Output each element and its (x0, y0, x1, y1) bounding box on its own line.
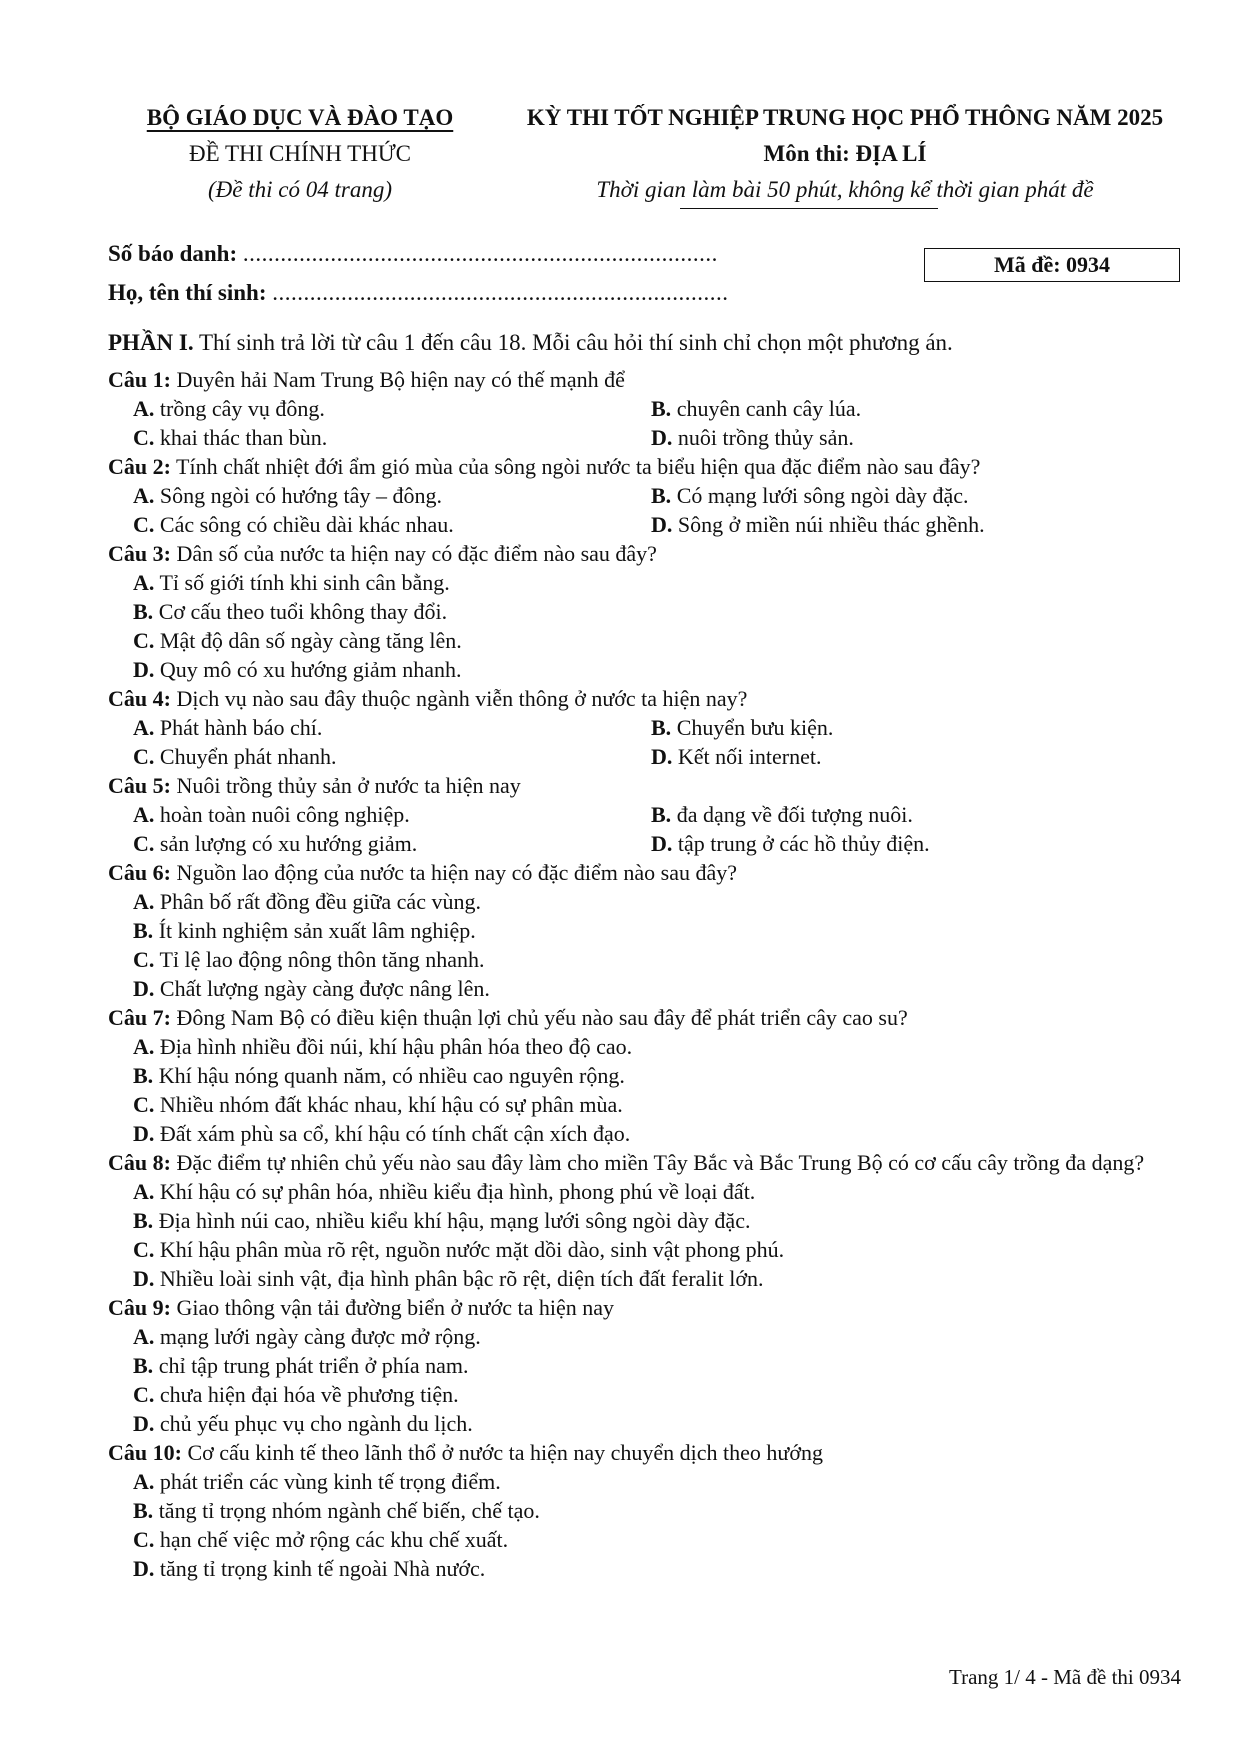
option-text: Quy mô có xu hướng giảm nhanh. (154, 657, 462, 682)
answer-option (133, 394, 651, 423)
question (108, 1293, 1188, 1438)
answer-option (133, 1554, 1188, 1583)
answer-option (651, 713, 1188, 742)
answer-option (133, 481, 651, 510)
part-label: PHẦN I. (108, 330, 194, 355)
candidate-name-dots: ......................................................................... (272, 280, 729, 305)
option-text: sản lượng có xu hướng giảm. (154, 831, 418, 856)
option-letter: D. (133, 1556, 155, 1581)
option-letter: A. (133, 396, 155, 421)
option-letter: A. (133, 1034, 155, 1059)
question-text: Duyên hải Nam Trung Bộ hiện nay có thế mạnh để (170, 367, 625, 392)
option-letter: D. (133, 1411, 155, 1436)
option-text: Địa hình nhiều đồi núi, khí hậu phân hóa theo độ cao. (154, 1034, 633, 1059)
option-list (108, 1032, 1188, 1148)
answer-option (133, 1467, 1188, 1496)
option-letter: C. (133, 831, 155, 856)
option-text: Nhiều nhóm đất khác nhau, khí hậu có sự phân mùa. (154, 1092, 623, 1117)
candidate-id-label: Số báo danh: (108, 241, 238, 266)
option-letter: C. (133, 1092, 155, 1117)
option-text: Phân bố rất đồng đều giữa các vùng. (154, 889, 481, 914)
option-letter: D. (133, 1266, 155, 1291)
option-text: Sông ngòi có hướng tây – đông. (154, 483, 442, 508)
answer-option (651, 800, 1188, 829)
answer-option (133, 1206, 1188, 1235)
option-letter: C. (133, 744, 155, 769)
question-text: Đặc điểm tự nhiên chủ yếu nào sau đây làm cho miền Tây Bắc và Bắc Trung Bộ có cơ cấu cây trồng đa dạng? (170, 1150, 1145, 1175)
answer-option (133, 510, 651, 539)
option-list (108, 481, 1188, 539)
option-letter: B. (651, 715, 672, 740)
answer-option (133, 742, 651, 771)
question-text: Cơ cấu kinh tế theo lãnh thổ ở nước ta hiện nay chuyển dịch theo hướng (181, 1440, 823, 1465)
option-text: trồng cây vụ đông. (154, 396, 325, 421)
option-text: Khí hậu có sự phân hóa, nhiều kiểu địa hình, phong phú về loại đất. (154, 1179, 756, 1204)
option-text: Ít kinh nghiệm sản xuất lâm nghiệp. (153, 918, 476, 943)
option-text: Địa hình núi cao, nhiều kiểu khí hậu, mạng lưới sông ngòi dày đặc. (153, 1208, 751, 1233)
option-letter: D. (651, 512, 673, 537)
option-letter: C. (133, 628, 155, 653)
question-stem (108, 1003, 1188, 1032)
question (108, 771, 1188, 858)
option-letter: B. (133, 1063, 154, 1088)
answer-option (133, 800, 651, 829)
question (108, 539, 1188, 684)
option-text: tăng tỉ trọng kinh tế ngoài Nhà nước. (154, 1556, 486, 1581)
exam-content (108, 328, 1188, 1583)
option-letter: B. (133, 1498, 154, 1523)
option-text: Chất lượng ngày càng được nâng lên. (154, 976, 490, 1001)
option-letter: C. (133, 1382, 155, 1407)
option-text: Mật độ dân số ngày càng tăng lên. (154, 628, 462, 653)
option-text: khai thác than bùn. (154, 425, 328, 450)
option-text: phát triển các vùng kinh tế trọng điểm. (154, 1469, 501, 1494)
option-letter: A. (133, 570, 155, 595)
answer-option (133, 568, 1188, 597)
option-text: hoàn toàn nuôi công nghiệp. (154, 802, 410, 827)
question (108, 1148, 1188, 1293)
question (108, 452, 1188, 539)
question-label: Câu 5: (108, 773, 171, 798)
option-letter: B. (651, 802, 672, 827)
option-text: Tỉ lệ lao động nông thôn tăng nhanh. (154, 947, 485, 972)
option-text: Chuyển phát nhanh. (154, 744, 337, 769)
answer-option (133, 1322, 1188, 1351)
question-label: Câu 3: (108, 541, 171, 566)
answer-option (133, 1264, 1188, 1293)
answer-option (133, 713, 651, 742)
answer-option (133, 1351, 1188, 1380)
answer-option (651, 423, 1188, 452)
option-text: Chuyển bưu kiện. (671, 715, 834, 740)
option-letter: D. (651, 744, 673, 769)
answer-option (133, 597, 1188, 626)
question (108, 1003, 1188, 1148)
answer-option (133, 1496, 1188, 1525)
option-letter: B. (133, 1208, 154, 1233)
ministry-name: BỘ GIÁO DỤC VÀ ĐÀO TẠO (146, 105, 454, 130)
question-text: Dịch vụ nào sau đây thuộc ngành viễn thông ở nước ta hiện nay? (170, 686, 748, 711)
option-list (108, 1177, 1188, 1293)
option-list (108, 800, 1188, 858)
question-label: Câu 2: (108, 454, 171, 479)
answer-option (133, 1061, 1188, 1090)
candidate-id-field (108, 241, 718, 267)
question (108, 365, 1188, 452)
answer-option (133, 974, 1188, 1003)
option-text: Tỉ số giới tính khi sinh cân bằng. (154, 570, 450, 595)
option-list (108, 887, 1188, 1003)
option-letter: A. (133, 715, 155, 740)
official-exam-label: ĐỀ THI CHÍNH THỨC (188, 141, 412, 166)
header-left (100, 100, 500, 208)
option-letter: B. (651, 483, 672, 508)
question-text: Tính chất nhiệt đới ẩm gió mùa của sông ngòi nước ta biểu hiện qua đặc điểm nào sau đây? (170, 454, 981, 479)
option-text: Cơ cấu theo tuổi không thay đổi. (153, 599, 448, 624)
question-text: Nguồn lao động của nước ta hiện nay có đặc điểm nào sau đây? (170, 860, 737, 885)
question-stem (108, 1438, 1188, 1467)
question-text: Giao thông vận tải đường biển ở nước ta hiện nay (170, 1295, 614, 1320)
option-text: nuôi trồng thủy sản. (672, 425, 854, 450)
option-text: đa dạng về đối tượng nuôi. (671, 802, 913, 827)
time-note: Thời gian làm bài 50 phút, không kể thời gian phát đề (596, 177, 1094, 202)
answer-option (133, 655, 1188, 684)
question-stem (108, 771, 1188, 800)
option-text: tập trung ở các hồ thủy điện. (672, 831, 930, 856)
question-list (108, 365, 1188, 1583)
answer-option (133, 887, 1188, 916)
option-text: Phát hành báo chí. (154, 715, 323, 740)
question-label: Câu 6: (108, 860, 171, 885)
option-letter: A. (133, 889, 155, 914)
answer-option (651, 481, 1188, 510)
answer-option (133, 1380, 1188, 1409)
header-divider (680, 208, 938, 209)
question-label: Câu 9: (108, 1295, 171, 1320)
question-stem (108, 539, 1188, 568)
question-stem (108, 452, 1188, 481)
option-letter: D. (651, 831, 673, 856)
option-list (108, 568, 1188, 684)
option-text: Nhiều loài sinh vật, địa hình phân bậc rõ rệt, diện tích đất feralit lớn. (154, 1266, 764, 1291)
option-list (108, 1322, 1188, 1438)
option-letter: A. (133, 1324, 155, 1349)
exam-code-box: Mã đề: 0934 (924, 248, 1180, 282)
option-text: chưa hiện đại hóa về phương tiện. (154, 1382, 459, 1407)
option-letter: D. (651, 425, 673, 450)
option-text: Có mạng lưới sông ngòi dày đặc. (671, 483, 969, 508)
pages-note: (Đề thi có 04 trang) (208, 177, 392, 202)
option-letter: A. (133, 1179, 155, 1204)
candidate-name-field (108, 280, 728, 306)
answer-option (133, 626, 1188, 655)
answer-option (133, 916, 1188, 945)
option-text: hạn chế việc mở rộng các khu chế xuất. (154, 1527, 509, 1552)
option-text: tăng tỉ trọng nhóm ngành chế biến, chế tạo. (153, 1498, 540, 1523)
option-letter: C. (133, 512, 155, 537)
page-footer: Trang 1/ 4 - Mã đề thi 0934 (949, 1665, 1181, 1689)
question-stem (108, 858, 1188, 887)
question-text: Dân số của nước ta hiện nay có đặc điểm nào sau đây? (170, 541, 657, 566)
option-list (108, 713, 1188, 771)
subject-line: Môn thi: ĐỊA LÍ (763, 141, 927, 166)
answer-option (133, 1119, 1188, 1148)
option-letter: C. (133, 425, 155, 450)
option-list (108, 1467, 1188, 1583)
candidate-name-label: Họ, tên thí sinh: (108, 280, 267, 305)
option-letter: C. (133, 1527, 155, 1552)
answer-option (133, 1235, 1188, 1264)
question (108, 684, 1188, 771)
answer-option (133, 1409, 1188, 1438)
answer-option (651, 510, 1188, 539)
option-letter: C. (133, 947, 155, 972)
question-text: Nuôi trồng thủy sản ở nước ta hiện nay (170, 773, 521, 798)
answer-option (651, 394, 1188, 423)
question (108, 858, 1188, 1003)
option-letter: A. (133, 483, 155, 508)
option-letter: A. (133, 802, 155, 827)
option-letter: D. (133, 1121, 155, 1146)
question-stem (108, 365, 1188, 394)
answer-option (133, 1032, 1188, 1061)
answer-option (651, 742, 1188, 771)
question-stem (108, 1293, 1188, 1322)
option-text: Đất xám phù sa cổ, khí hậu có tính chất cận xích đạo. (154, 1121, 631, 1146)
question-label: Câu 4: (108, 686, 171, 711)
option-letter: B. (133, 918, 154, 943)
question-label: Câu 1: (108, 367, 171, 392)
answer-option (133, 829, 651, 858)
answer-option (133, 1177, 1188, 1206)
answer-option (133, 423, 651, 452)
option-text: chuyên canh cây lúa. (671, 396, 862, 421)
option-letter: C. (133, 1237, 155, 1262)
option-text: Khí hậu phân mùa rõ rệt, nguồn nước mặt dồi dào, sinh vật phong phú. (154, 1237, 785, 1262)
answer-option (133, 1090, 1188, 1119)
candidate-id-dots: ............................................................................ (242, 241, 718, 266)
option-text: Các sông có chiều dài khác nhau. (154, 512, 454, 537)
question-stem (108, 1148, 1188, 1177)
option-letter: A. (133, 1469, 155, 1494)
question-stem (108, 684, 1188, 713)
question-label: Câu 8: (108, 1150, 171, 1175)
option-text: Kết nối internet. (672, 744, 822, 769)
option-letter: D. (133, 976, 155, 1001)
option-text: Sông ở miền núi nhiều thác ghềnh. (672, 512, 985, 537)
part-instruction: Thí sinh trả lời từ câu 1 đến câu 18. Mỗi câu hỏi thí sinh chỉ chọn một phương án. (193, 330, 953, 355)
option-text: chỉ tập trung phát triển ở phía nam. (153, 1353, 469, 1378)
option-list (108, 394, 1188, 452)
question (108, 1438, 1188, 1583)
option-letter: D. (133, 657, 155, 682)
question-label: Câu 10: (108, 1440, 182, 1465)
part-heading (108, 328, 1188, 357)
exam-title: KỲ THI TỐT NGHIỆP TRUNG HỌC PHỔ THÔNG NĂM 2025 (526, 105, 1164, 130)
option-text: chủ yếu phục vụ cho ngành du lịch. (154, 1411, 473, 1436)
option-letter: B. (133, 1353, 154, 1378)
option-letter: B. (651, 396, 672, 421)
answer-option (651, 829, 1188, 858)
option-letter: B. (133, 599, 154, 624)
option-text: Khí hậu nóng quanh năm, có nhiều cao nguyên rộng. (153, 1063, 625, 1088)
question-label: Câu 7: (108, 1005, 171, 1030)
question-text: Đông Nam Bộ có điều kiện thuận lợi chủ yếu nào sau đây để phát triển cây cao su? (170, 1005, 908, 1030)
answer-option (133, 945, 1188, 974)
answer-option (133, 1525, 1188, 1554)
option-text: mạng lưới ngày càng được mở rộng. (154, 1324, 481, 1349)
header-right (500, 100, 1190, 208)
